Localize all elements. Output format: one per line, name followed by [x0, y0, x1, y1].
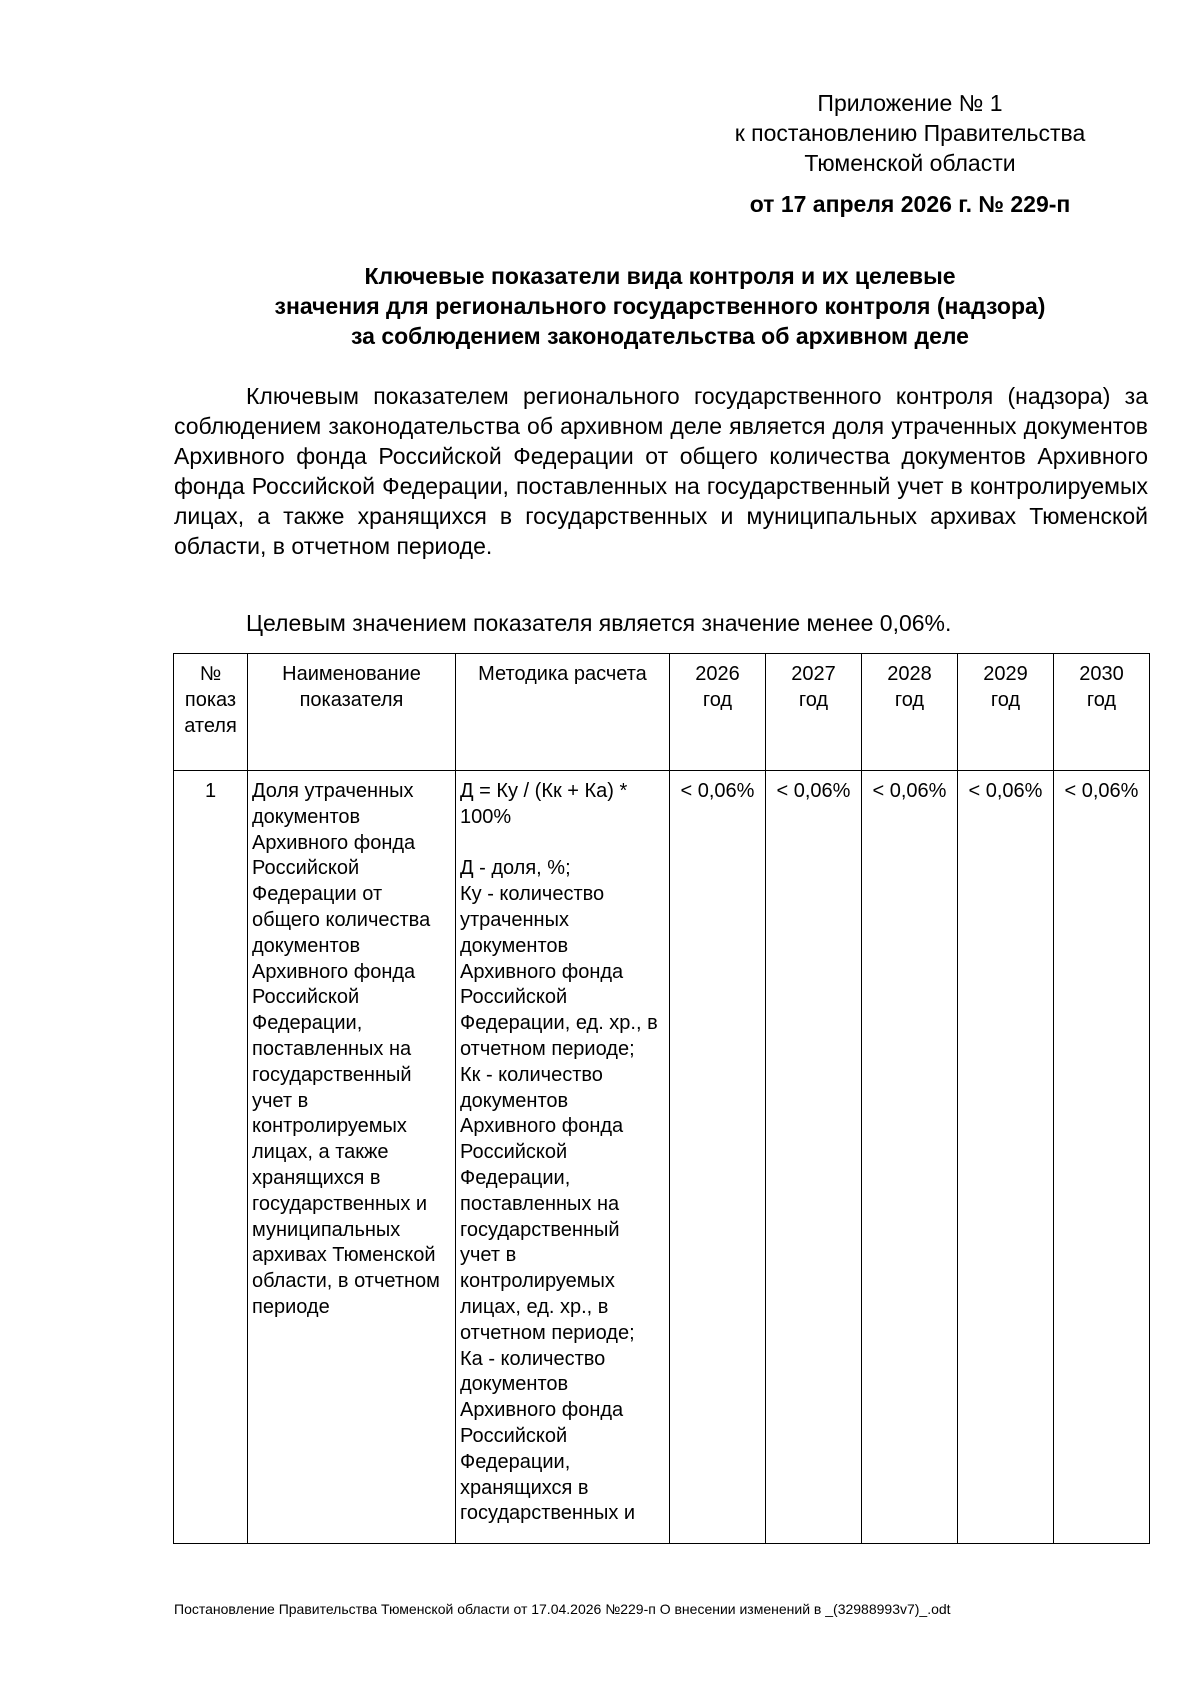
appendix-line: к постановлению Правительства: [734, 120, 1086, 146]
table-header-row: [174, 654, 1150, 771]
appendix-line: Тюменской области: [804, 150, 1016, 176]
cell-value: < 0,06%: [670, 771, 766, 1544]
header-year: 2027 год: [766, 654, 862, 771]
cell-value: < 0,06%: [1054, 771, 1150, 1544]
cell-method: Д = Ку / (Кк + Ка) * 100% Д - доля, %; Ку - количество утраченных документов Архивного фонда Российской Федерации, ед. хр., в отчетном периоде; Кк - количество документов Архивного фонда Российской Федерации, поставленных на государственный учет в контролируемых лицах, ед. хр., в отчетном периоде; Ка - количество документов Архивного фонда Российской Федерации, хранящихся в государственных и: [456, 771, 670, 1544]
header-number: № показ ателя: [174, 654, 248, 771]
header-year: 2030 год: [1054, 654, 1150, 771]
indicators-table: [173, 653, 1150, 1544]
title-line: за соблюдением законодательства об архивном деле: [351, 323, 969, 349]
target-value-sentence: Целевым значением показателя является значение менее 0,06%.: [246, 610, 952, 636]
cell-indicator-name: Доля утраченных документов Архивного фонда Российской Федерации от общего количества документов Архивного фонда Российской Федерации, поставленных на государственный учет в контролируемых лицах, а также хранящихся в государственных и муниципальных архивах Тюменской области, в отчетном периоде: [248, 771, 456, 1544]
cell-value: < 0,06%: [862, 771, 958, 1544]
document-title: [180, 261, 1140, 351]
header-year: 2029 год: [958, 654, 1054, 771]
table-row: [174, 771, 1150, 1544]
body-paragraph: Ключевым показателем регионального государственного контроля (надзора) за соблюдением законодательства об архивном деле является доля утраченных документов Архивного фонда Российской Федерации от общего количества документов Архивного фонда Российской Федерации, поставленных на государственный учет в контролируемых лицах, а также хранящихся в государственных и муниципальных архивах Тюменской области, в отчетном периоде.: [174, 383, 1148, 559]
header-year: 2028 год: [862, 654, 958, 771]
header-name: Наименование показателя: [248, 654, 456, 771]
header-year: 2026 год: [670, 654, 766, 771]
title-line: значения для регионального государственного контроля (надзора): [274, 293, 1046, 319]
appendix-header: [680, 88, 1140, 178]
appendix-line: Приложение № 1: [817, 90, 1003, 116]
cell-value: < 0,06%: [766, 771, 862, 1544]
header-method: Методика расчета: [456, 654, 670, 771]
cell-value: < 0,06%: [958, 771, 1054, 1544]
cell-number: 1: [174, 771, 248, 1544]
page-footer: Постановление Правительства Тюменской области от 17.04.2026 №229-п О внесении изменений в _(32988993v7)_.odt: [174, 1601, 951, 1617]
title-line: Ключевые показатели вида контроля и их целевые: [364, 263, 956, 289]
decree-reference: от 17 апреля 2026 г. № 229-п: [749, 191, 1071, 217]
